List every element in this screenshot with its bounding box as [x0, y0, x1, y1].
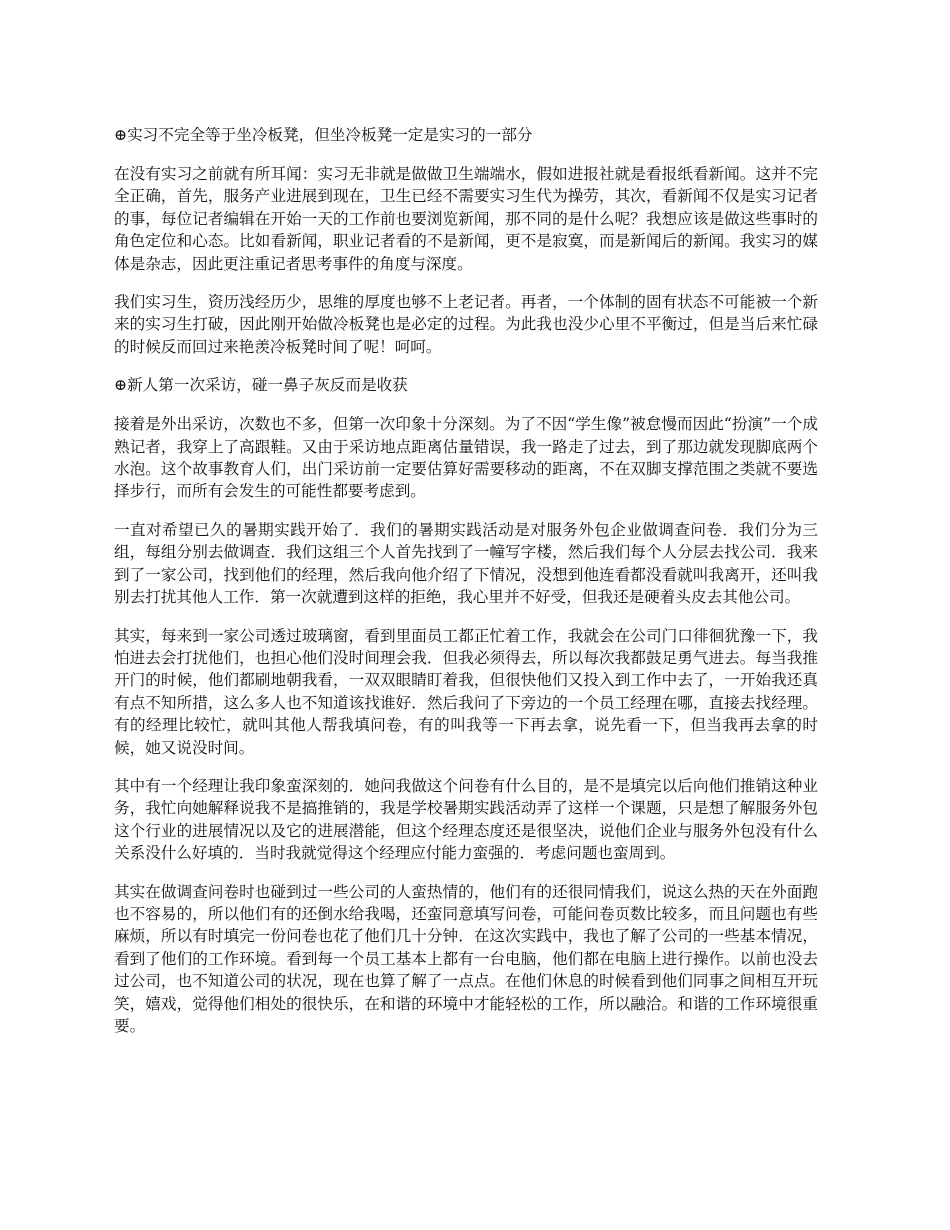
paragraph-cold-bench: 我们实习生，资历浅经历少，思维的厚度也够不上老记者。再者，一个体制的固有状态不可能被一个新来的实习生打破，因此刚开始做冷板凳也是必定的过程。为此我也没少心里不平衡过，但是当后来忙碌的时候反而回过来艳羡冷板凳时间了呢！呵呵。 [114, 293, 818, 356]
section-heading-internship: ⊕实习不完全等于坐冷板凳，但坐冷板凳一定是实习的一部分 [114, 126, 533, 144]
paragraph-summer-practice: 一直对希望已久的暑期实践开始了．我们的暑期实践活动是对服务外包企业做调查问卷．我们分为三组，每组分别去做调查．我们这组三个人首先找到了一幢写字楼，然后我们每个人分层去找公司．我来到了一家公司，找到他们的经理，然后我向他介绍了下情况，没想到他连看都没看就叫我离开，还叫我别去打扰其他人工作．第一次就遭到这样的拒绝，我心里并不好受，但我还是硬着头皮去其他公司。 [114, 520, 818, 607]
paragraph-interview-story: 接着是外出采访，次数也不多，但第一次印象十分深刻。为了不因“学生像”被怠慢而因此“扮演”一个成熟记者，我穿上了高跟鞋。又由于采访地点距离估量错误，我一路走了过去，到了那边就发现脚底两个水泡。这个故事教育人们，出门采访前一定要估算好需要移动的距离，不在双脚支撑范围之类就不要选择步行，而所有会发生的可能性都要考虑到。 [114, 415, 818, 501]
paragraph-manager-impression: 其中有一个经理让我印象蛮深刻的．她问我做这个问卷有什么目的，是不是填完以后向他们推销这种业务，我忙向她解释说我不是搞推销的，我是学校暑期实践活动弄了这样一个课题，只是想了解服务外包这个行业的进展情况以及它的进展潜能，但这个经理态度还是很坚决，说他们企业与服务外包没有什么关系没什么好填的．当时我就觉得这个经理应付能力蛮强的．考虑问题也蛮周到。 [114, 776, 818, 863]
paragraph-visiting-companies: 其实，每来到一家公司透过玻璃窗，看到里面员工都正忙着工作，我就会在公司门口徘徊犹豫一下，我怕进去会打扰他们，也担心他们没时间理会我．但我必须得去，所以每次我都鼓足勇气进去。每当我推开门的时候，他们都刷地朝我看，一双双眼睛盯着我，但很快他们又投入到工作中去了，一开始我还真有点不知所措，这么多人也不知道该找谁好．然后我问了下旁边的一个员工经理在哪，直接去找经理。有的经理比较忙，就叫其他人帮我填问卷，有的叫我等一下再去拿，说先看一下，但当我再去拿的时候，她又说没时间。 [114, 626, 818, 757]
paragraph-friendly-companies: 其实在做调查问卷时也碰到过一些公司的人蛮热情的，他们有的还很同情我们，说这么热的天在外面跑也不容易的，所以他们有的还倒水给我喝，还蛮同意填写问卷，可能问卷页数比较多，而且问题也有些麻烦，所以有时填完一份问卷也花了他们几十分钟．在这次实践中，我也了解了公司的一些基本情况，看到了他们的工作环境。看到每一个员工基本上都有一台电脑，他们都在电脑上进行操作。以前也没去过公司，也不知道公司的状况，现在也算了解了一点点。在他们休息的时候看到他们同事之间相互开玩笑，嬉戏，觉得他们相处的很快乐，在和谐的环境中才能轻松的工作，所以融洽。和谐的工作环境很重要。 [114, 882, 818, 1035]
section-heading-first-interview: ⊕新人第一次采访，碰一鼻子灰反而是收获 [114, 376, 408, 395]
paragraph-first-impressions: 在没有实习之前就有所耳闻：实习无非就是做做卫生端端水，假如进报社就是看报纸看新闻。这并不完全正确，首先，服务产业进展到现在，卫生已经不需要实习生代为操劳，其次，看新闻不仅是实习记者的事，每位记者编辑在开始一天的工作前也要浏览新闻，那不同的是什么呢？我想应该是做这些事时的角色定位和心态。比如看新闻，职业记者看的不是新闻，更不是寂寞，而是新闻后的新闻。我实习的媒体是杂志，因此更注重记者思考事件的角度与深度。 [114, 165, 818, 273]
